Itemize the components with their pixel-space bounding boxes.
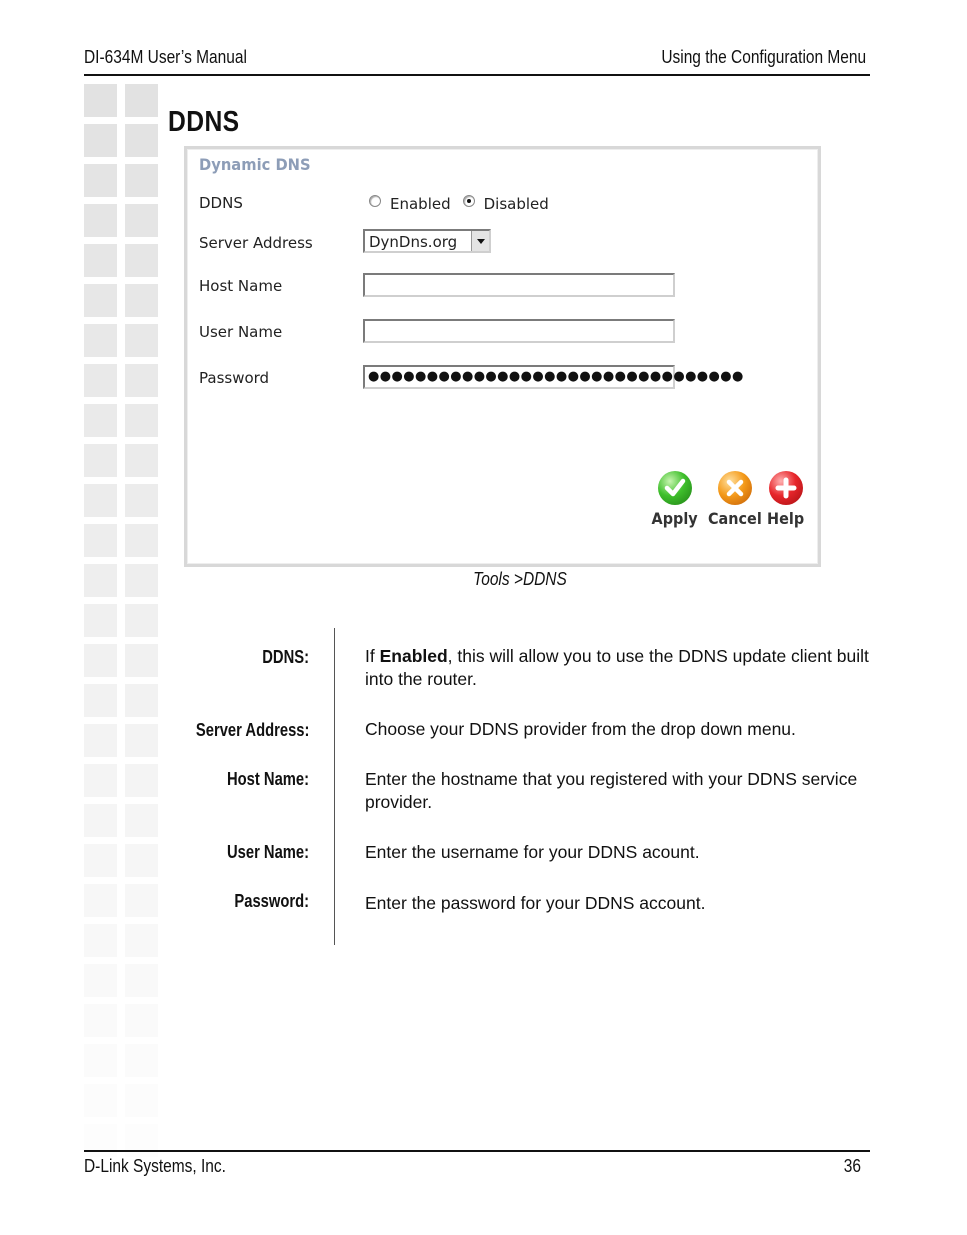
user-name-input[interactable]	[363, 319, 675, 343]
close-icon	[718, 471, 752, 505]
decorative-square	[84, 884, 117, 917]
desc-ddns	[365, 645, 875, 691]
decorative-square	[84, 924, 117, 957]
server-address-label: Server Address	[199, 234, 313, 252]
desc-password: Enter the password for your DDNS account.	[365, 893, 706, 913]
decorative-square	[84, 524, 117, 557]
desc-ddns-bold: Enabled	[379, 646, 448, 666]
help-label: Help	[767, 509, 805, 528]
decorative-square	[84, 764, 117, 797]
decorative-square	[84, 964, 117, 997]
host-name-label: Host Name	[199, 277, 283, 295]
decorative-square	[125, 844, 158, 877]
decorative-square	[84, 684, 117, 717]
decorative-square	[125, 604, 158, 637]
header-manual-title: DI-634M User’s Manual	[84, 47, 247, 67]
decorative-square	[84, 1004, 117, 1037]
decorative-square	[125, 284, 158, 317]
ddns-radio-group	[369, 195, 549, 213]
password-input[interactable]: ●●●●●●●●●●●●●●●●●●●●●●●●●●●●●●●●	[363, 365, 675, 389]
decorative-square	[125, 764, 158, 797]
desc-ddns-rest: , this will allow you to use the DDNS update client built into the router.	[365, 646, 869, 689]
desc-server-address: Choose your DDNS provider from the drop down menu.	[365, 719, 796, 739]
decorative-square	[125, 364, 158, 397]
chevron-down-icon[interactable]	[471, 231, 489, 251]
enabled-radio-label[interactable]: Enabled	[390, 195, 451, 213]
plus-icon	[769, 471, 803, 505]
decorative-square	[125, 84, 158, 117]
decorative-square	[125, 1004, 158, 1037]
decorative-square	[84, 204, 117, 237]
desc-user-name: Enter the username for your DDNS acount.	[365, 842, 700, 862]
decorative-square	[84, 164, 117, 197]
disabled-radio-label[interactable]: Disabled	[483, 195, 549, 213]
decorative-square	[125, 404, 158, 437]
help-button[interactable]	[765, 471, 806, 528]
page-title: DDNS	[168, 106, 240, 138]
decorative-square	[84, 284, 117, 317]
decorative-square	[84, 1044, 117, 1077]
password-label: Password	[199, 369, 270, 387]
term-host-name: Host Name:	[226, 769, 309, 789]
panel-heading: Dynamic DNS	[199, 155, 311, 174]
decorative-square	[125, 324, 158, 357]
ddns-config-panel	[184, 146, 821, 567]
server-address-select[interactable]	[363, 229, 491, 253]
footer-rule	[84, 1150, 870, 1152]
decorative-square	[125, 924, 158, 957]
desc-host-name: Enter the hostname that you registered with your DDNS service provider.	[365, 769, 858, 812]
cancel-button[interactable]	[705, 471, 765, 528]
page-number: 36	[843, 1156, 861, 1176]
decorative-square	[125, 884, 158, 917]
decorative-square	[125, 684, 158, 717]
term-password: Password:	[234, 891, 309, 911]
decorative-square	[84, 124, 117, 157]
decorative-square	[125, 124, 158, 157]
apply-button[interactable]	[649, 471, 700, 528]
decorative-square	[125, 244, 158, 277]
decorative-square	[125, 964, 158, 997]
term-ddns: DDNS:	[262, 647, 309, 667]
decorative-square	[125, 724, 158, 757]
host-name-input[interactable]	[363, 273, 675, 297]
decorative-square	[125, 1084, 158, 1117]
desc-ddns-prefix: If	[365, 646, 380, 666]
ddns-label: DDNS	[199, 194, 243, 212]
header-section-title: Using the Configuration Menu	[661, 47, 866, 67]
decorative-square	[84, 1124, 117, 1157]
decorative-square	[84, 604, 117, 637]
decorative-square	[125, 484, 158, 517]
decorative-square	[125, 804, 158, 837]
decorative-square	[125, 164, 158, 197]
term-user-name: User Name:	[226, 842, 309, 862]
cancel-label: Cancel	[707, 509, 762, 528]
footer-company: D-Link Systems, Inc.	[84, 1156, 226, 1176]
decorative-square	[84, 444, 117, 477]
decorative-square	[84, 484, 117, 517]
decorative-square	[125, 204, 158, 237]
decorative-square	[125, 524, 158, 557]
enabled-radio[interactable]	[369, 195, 381, 207]
decorative-square	[84, 804, 117, 837]
term-server-address: Server Address:	[195, 720, 309, 740]
decorative-square	[84, 244, 117, 277]
user-name-label: User Name	[199, 323, 283, 341]
decorative-square	[84, 644, 117, 677]
definitions-divider	[334, 628, 335, 945]
decorative-square	[84, 1084, 117, 1117]
disabled-radio[interactable]	[463, 195, 475, 207]
decorative-square	[84, 724, 117, 757]
decorative-square	[84, 84, 117, 117]
decorative-square	[84, 404, 117, 437]
decorative-square-column	[84, 84, 160, 1150]
decorative-square	[84, 324, 117, 357]
header-rule	[84, 74, 870, 76]
apply-label: Apply	[651, 509, 698, 528]
figure-caption: Tools >DDNS	[473, 569, 567, 589]
decorative-square	[125, 1044, 158, 1077]
decorative-square	[84, 844, 117, 877]
checkmark-icon	[658, 471, 692, 505]
decorative-square	[84, 364, 117, 397]
decorative-square	[125, 1124, 158, 1157]
decorative-square	[125, 444, 158, 477]
server-address-value: DynDns.org	[369, 233, 458, 251]
decorative-square	[125, 644, 158, 677]
